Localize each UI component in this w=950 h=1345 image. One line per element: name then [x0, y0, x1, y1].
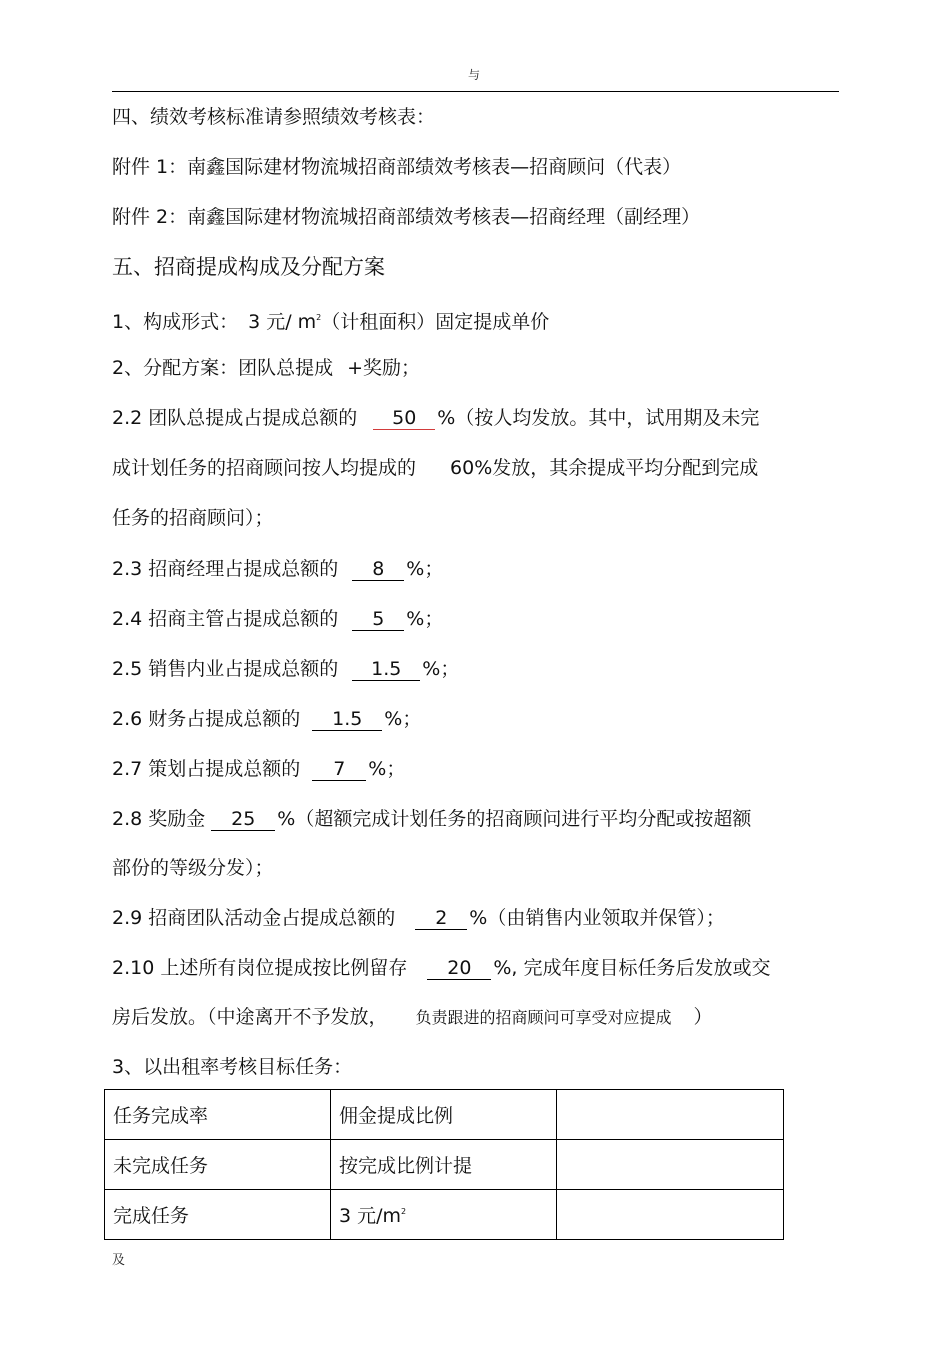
item-1-prefix: 1、构成形式： [112, 311, 239, 333]
item-2-10-value: 20 [427, 957, 491, 980]
table-row [105, 1190, 784, 1240]
table-cell: 按完成比例计提 [331, 1140, 557, 1190]
item-2-prefix: 2、分配方案：团队总提成 [112, 357, 334, 379]
section5-title: 五、招商提成构成及分配方案 [112, 255, 385, 279]
item-2-8-line2: 部份的等级分发）； [112, 857, 274, 879]
item-2-5-suffix: %； [422, 658, 460, 680]
section4-title: 四、绩效考核标准请参照绩效考核表： [112, 106, 436, 128]
item-1-unit-sup: 2 [316, 313, 322, 322]
table-cell [557, 1090, 784, 1140]
item-2-7-prefix: 2.7 策划占提成总额的 [112, 758, 301, 780]
item-2-6-suffix: %； [384, 708, 422, 730]
item-2-3-prefix: 2.3 招商经理占提成总额的 [112, 558, 339, 580]
item-2-4-prefix: 2.4 招商主管占提成总额的 [112, 608, 339, 630]
item-2-9-suffix: %（由销售内业领取并保管）； [469, 907, 725, 929]
item-2-3 [112, 556, 443, 582]
item-2-5 [112, 656, 459, 682]
item-2-2-line3: 任务的招商顾问）； [112, 507, 274, 529]
item-1 [112, 305, 549, 335]
item-2-3-suffix: %； [406, 558, 444, 580]
item-2-2-line2b: 60%发放，其余提成平均分配到完成 [450, 457, 759, 479]
item-2-10-line2a: 房后发放。（中途离开不予发放， [112, 1006, 388, 1028]
table-cell: 完成任务 [105, 1190, 331, 1240]
item-2-2-suffix: %（按人均发放。其中，试用期及未完 [437, 407, 760, 429]
item-2-6 [112, 706, 421, 732]
item-2-10-line2b: 负责跟进的招商顾问可享受对应提成 [415, 1008, 672, 1027]
item-2-4-suffix: %； [406, 608, 444, 630]
table-cell [557, 1190, 784, 1240]
header-rule [112, 91, 839, 92]
item-2-3-value: 8 [352, 558, 404, 581]
attachment-2: 附件 2：南鑫国际建材物流城招商部绩效考核表—招商经理（副经理） [112, 206, 701, 228]
item-3: 3、以出租率考核目标任务： [112, 1056, 353, 1078]
attachment-1: 附件 1：南鑫国际建材物流城招商部绩效考核表—招商顾问（代表） [112, 156, 682, 178]
table-cell: 未完成任务 [105, 1140, 331, 1190]
item-2-8-value: 25 [211, 808, 275, 831]
item-2-9 [112, 905, 725, 931]
item-2-4 [112, 606, 443, 632]
item-2-7-suffix: %； [368, 758, 406, 780]
item-2-7-value: 7 [312, 758, 366, 781]
footer-mark: 及 [112, 1253, 126, 1268]
item-1-suffix: （计租面积）固定提成单价 [321, 311, 550, 333]
item-1-amount: 3 元/ m [248, 311, 317, 333]
table-cell-text: 3 元/m [339, 1205, 402, 1227]
item-2-8-suffix: %（超额完成计划任务的招商顾问进行平均分配或按超额 [277, 808, 752, 830]
item-2-9-value: 2 [415, 907, 467, 930]
item-2-2-line2a: 成计划任务的招商顾问按人均提成的 [112, 457, 417, 479]
table-row [105, 1090, 784, 1140]
table-cell: 任务完成率 [105, 1090, 331, 1140]
commission-table [104, 1089, 784, 1240]
item-2-5-value: 1.5 [352, 658, 420, 681]
item-2-8 [112, 806, 751, 832]
item-2-10-line2 [112, 1004, 713, 1031]
item-2-10-suffix: %, 完成年度目标任务后发放或交 [493, 957, 771, 979]
item-2-10 [112, 955, 771, 981]
item-2-5-prefix: 2.5 销售内业占提成总额的 [112, 658, 339, 680]
item-2-6-prefix: 2.6 财务占提成总额的 [112, 708, 301, 730]
table-cell-sup: 2 [401, 1207, 407, 1216]
item-2 [112, 355, 420, 381]
table-cell [331, 1190, 557, 1240]
item-2-6-value: 1.5 [312, 708, 382, 731]
item-2-10-prefix: 2.10 上述所有岗位提成按比例留存 [112, 957, 408, 979]
item-2-10-line2c: ） [693, 1006, 713, 1028]
table-cell: 佣金提成比例 [331, 1090, 557, 1140]
item-2-2-line2 [112, 455, 758, 481]
item-2-4-value: 5 [352, 608, 404, 631]
item-2-2-prefix: 2.2 团队总提成占提成总额的 [112, 407, 358, 429]
item-2-suffix: +奖励； [347, 357, 421, 379]
table-cell [557, 1140, 784, 1190]
table-row [105, 1140, 784, 1190]
header-mark: 与 [468, 68, 481, 82]
item-2-9-prefix: 2.9 招商团队活动金占提成总额的 [112, 907, 396, 929]
item-2-7 [112, 756, 405, 782]
item-2-2 [112, 405, 759, 431]
item-2-2-value: 50 [373, 407, 435, 430]
item-2-8-prefix: 2.8 奖励金 [112, 808, 206, 830]
